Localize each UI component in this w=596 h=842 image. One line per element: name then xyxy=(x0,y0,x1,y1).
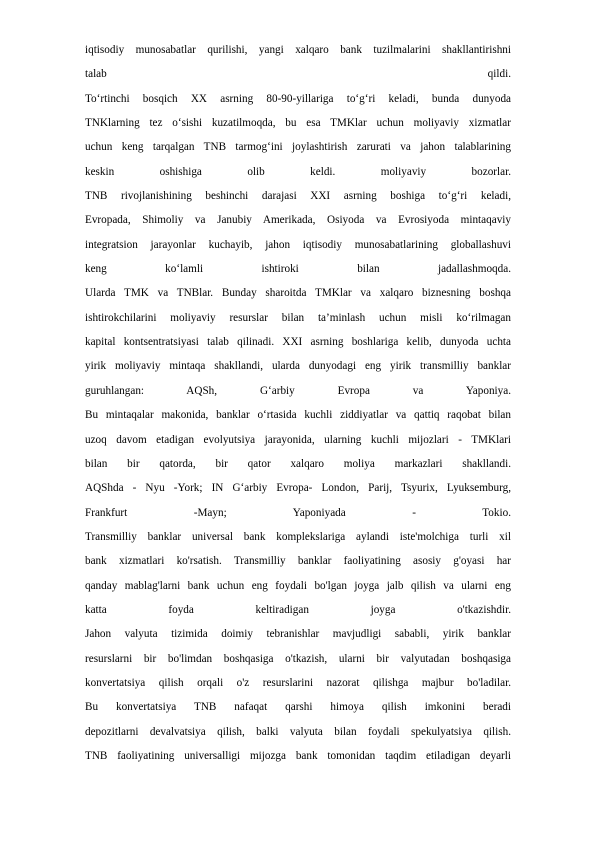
text-line: Ularda TMK va TNBlar. Bunday sharoitda TMKlar va xalqaro biznesning boshqa xyxy=(85,287,511,300)
text-line: kapital kontsentratsiyasi talab qilinadi. XXI asrning boshlariga kelib, dunyoda uchta xyxy=(85,336,511,349)
text-line: uzoq davom etadigan evolyutsiya jarayonida, ularning kuchli mijozlari - TMKlari xyxy=(85,433,511,446)
text-line: katta foyda keltiradigan joyga o'tkazishdir. xyxy=(85,603,511,616)
text-line: TNB faoliyatining universalligi mijozga bank tomonidan taqdim etiladigan deyarli xyxy=(85,749,511,762)
text-line: integratsion jarayonlar kuchayib, jahon iqtisodiy munosabatlarining globallashuvi xyxy=(85,238,511,251)
text-line: Jahon valyuta tizimida doimiy tebranishlar mavjudligi sababli, yirik banklar xyxy=(85,628,511,641)
text-line: ishtirokchilarini moliyaviy resurslar bilan ta’minlash uchun misli ko‘rilmagan xyxy=(85,311,511,324)
text-line: Evropada, Shimoliy va Janubiy Amerikada, Osiyoda va Evrosiyoda mintaqaviy xyxy=(85,214,511,227)
text-line: resurslarni bir bo'limdan boshqasiga o'tkazish, ularni bir valyutadan boshqasiga xyxy=(85,652,511,665)
text-line: qanday mablag'larni bank uchun eng foydali bo'lgan joyga jalb qilish va ularni eng xyxy=(85,579,511,592)
text-line: bank xizmatlari ko'rsatish. Transmilliy banklar faoliyatining asosiy g'oyasi har xyxy=(85,555,511,568)
text-line: keng ko‘lamli ishtiroki bilan jadallashmoqda. xyxy=(85,263,511,276)
text-line: uchun keng tarqalgan TNB tarmog‘ini joylashtirish zarurati va jahon talablarining xyxy=(85,141,511,154)
text-line: Bu mintaqalar makonida, banklar o‘rtasida kuchli ziddiyatlar va qattiq raqobat bilan xyxy=(85,409,511,422)
text-line: Frankfurt -Mayn; Yaponiyada - Tokio. xyxy=(85,506,511,519)
text-line: talab qildi. xyxy=(85,68,511,81)
text-line: Bu konvertatsiya TNB nafaqat qarshi himoya qilish imkonini beradi xyxy=(85,701,511,714)
text-line: AQShda - Nyu -York; IN G‘arbiy Evropa- London, Parij, Tsyurix, Lyuksemburg, xyxy=(85,482,511,495)
text-line: iqtisodiy munosabatlar qurilishi, yangi xalqaro bank tuzilmalarini shakllantirishni xyxy=(85,44,511,56)
text-line: To‘rtinchi bosqich XX asrning 80-90-yillariga to‘g‘ri keladi, bunda dunyoda xyxy=(85,92,511,105)
text-line: TNKlarning tez o‘sishi kuzatilmoqda, bu esa TMKlar uchun moliyaviy xizmatlar xyxy=(85,117,511,130)
text-line: yirik moliyaviy mintaqa shakllandi, ularda dunyodagi eng yirik transmilliy banklar xyxy=(85,360,511,373)
text-line: guruhlangan: AQSh, G‘arbiy Evropa va Yaponiya. xyxy=(85,384,511,397)
text-line: depozitlarni devalvatsiya qilish, balki valyuta bilan foydali spekulyatsiya qilish. xyxy=(85,725,511,738)
text-line: bilan bir qatorda, bir qator xalqaro moliya markazlari shakllandi. xyxy=(85,457,511,470)
text-line: Transmilliy banklar universal bank komplekslariga aylandi iste'molchiga turli xil xyxy=(85,530,511,543)
text-line: TNB rivojlanishining beshinchi darajasi XXI asrning boshiga to‘g‘ri keladi, xyxy=(85,190,511,203)
text-line: keskin oshishiga olib keldi. moliyaviy bozorlar. xyxy=(85,165,511,178)
document-page xyxy=(85,38,511,768)
text-line: konvertatsiya qilish orqali o'z resurslarini nazorat qilishga majbur bo'ladilar. xyxy=(85,676,511,689)
